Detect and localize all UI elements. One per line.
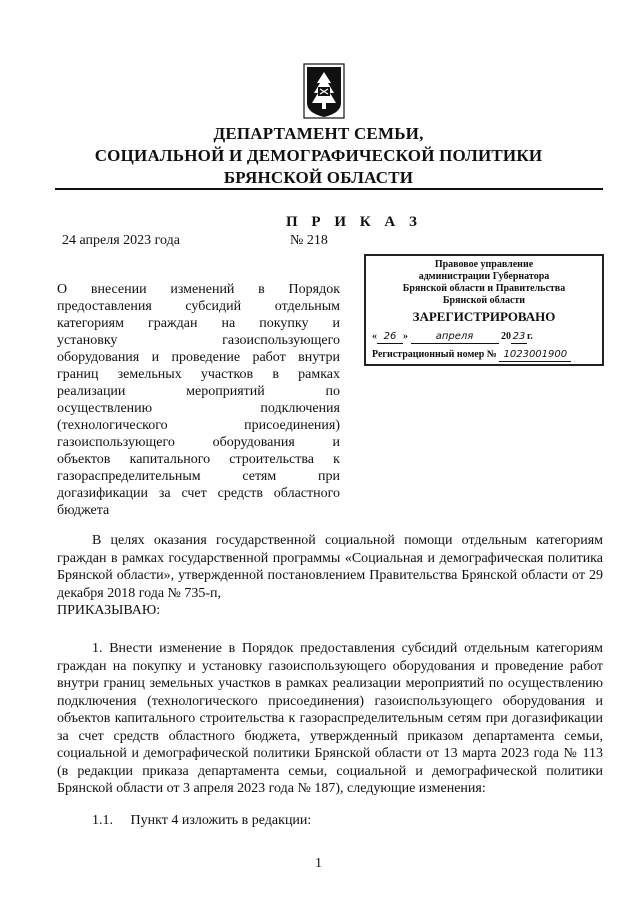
stamp-year-end: г. bbox=[527, 331, 533, 342]
subject-line: осуществлению подключения bbox=[57, 401, 340, 416]
order-date: 24 апреля 2023 года bbox=[62, 233, 180, 248]
order-subject bbox=[57, 281, 340, 519]
stamp-org-line: Брянской области и Правительства bbox=[402, 283, 566, 294]
stamp-day: 26 bbox=[377, 331, 403, 344]
item-1-1-text: Пункт 4 изложить в редакции: bbox=[130, 813, 312, 828]
item-1-paragraph: 1. Внести изменение в Порядок предоставления субсидий отдельным категориям граждан на покупку и установку газоиспользующего оборудования и проведение работ внутри границ земельных участков в рамках реализации мероприятий по осуществлению подключения (технологического присоединения) газоиспользующего оборудования и объектов капитального строительства к газораспределительным сетям при догазификации за счет средств областного бюджета, утвержденный приказом департамента семьи, социальной и демографической политики Брянской области от 13 марта 2023 года № 113 (в редакции приказа департамента семьи, социальной и демографической политики Брянской области от 3 апреля 2023 года № 187), следующие изменения: bbox=[57, 641, 603, 796]
header-divider bbox=[55, 188, 603, 190]
stamp-date-row: « 26 » апреля 20 23 г. bbox=[372, 331, 533, 342]
registration-stamp bbox=[364, 254, 604, 366]
subject-line: установку газоиспользующего bbox=[57, 333, 340, 348]
stamp-title: ЗАРЕГИСТРИРОВАНО bbox=[412, 309, 556, 324]
stamp-org-line: Правовое управление bbox=[434, 259, 534, 270]
order-number: № 218 bbox=[290, 233, 328, 248]
subject-line: границ земельных участков в рамках bbox=[57, 367, 340, 382]
order-word: ПРИКАЗЫВАЮ: bbox=[57, 603, 161, 618]
page-number: 1 bbox=[315, 856, 322, 871]
department-title-line-1: ДЕПАРТАМЕНТ СЕМЬИ, bbox=[213, 124, 424, 143]
preamble-paragraph: В целях оказания государственной социальной помощи отдельным категориям граждан в рамках государственной программы «Социальная и демографическая политика Брянской области», утвержденной постановлением Правительства Брянской области от 29 декабря 2018 года № 735-п, bbox=[57, 533, 603, 601]
subject-line: О внесении изменений в Порядок bbox=[57, 282, 340, 297]
stamp-reg-label: Регистрационный номер № bbox=[372, 349, 497, 360]
subject-line: предоставления субсидий отдельным bbox=[57, 299, 340, 314]
subject-line: догазификации за счет средств областного bbox=[57, 486, 340, 501]
stamp-year-suffix: 23 bbox=[512, 331, 526, 342]
subject-line: бюджета bbox=[57, 503, 110, 518]
subject-line: (технологического присоединения) bbox=[57, 418, 340, 433]
subject-line: газораспределительным сетям при bbox=[57, 469, 340, 484]
stamp-org-line: Брянской области bbox=[442, 295, 526, 306]
subject-line: категориям граждан на покупку и bbox=[57, 316, 340, 331]
stamp-year-prefix: 20 bbox=[501, 331, 511, 342]
subject-line: объектов капитального строительства к bbox=[57, 452, 340, 467]
item-1-1-number: 1.1. bbox=[92, 813, 113, 828]
subject-line: газоиспользующего оборудования и bbox=[57, 435, 340, 450]
department-title-line-2: СОЦИАЛЬНОЙ И ДЕМОГРАФИЧЕСКОЙ ПОЛИТИКИ bbox=[94, 146, 543, 165]
subject-line: оборудования и проведение работ внутри bbox=[57, 350, 340, 365]
department-title-line-3: БРЯНСКОЙ ОБЛАСТИ bbox=[223, 168, 414, 187]
item-1-1-paragraph bbox=[57, 812, 603, 830]
stamp-reg-number: 1023001900 bbox=[499, 349, 571, 362]
coat-of-arms-icon bbox=[303, 63, 345, 119]
document-type: П Р И К А З bbox=[286, 214, 422, 230]
stamp-reg-row bbox=[372, 349, 598, 362]
subject-line: реализации мероприятий по bbox=[57, 384, 340, 399]
stamp-month: апреля bbox=[411, 331, 499, 344]
stamp-org-line: администрации Губернатора bbox=[418, 271, 550, 282]
